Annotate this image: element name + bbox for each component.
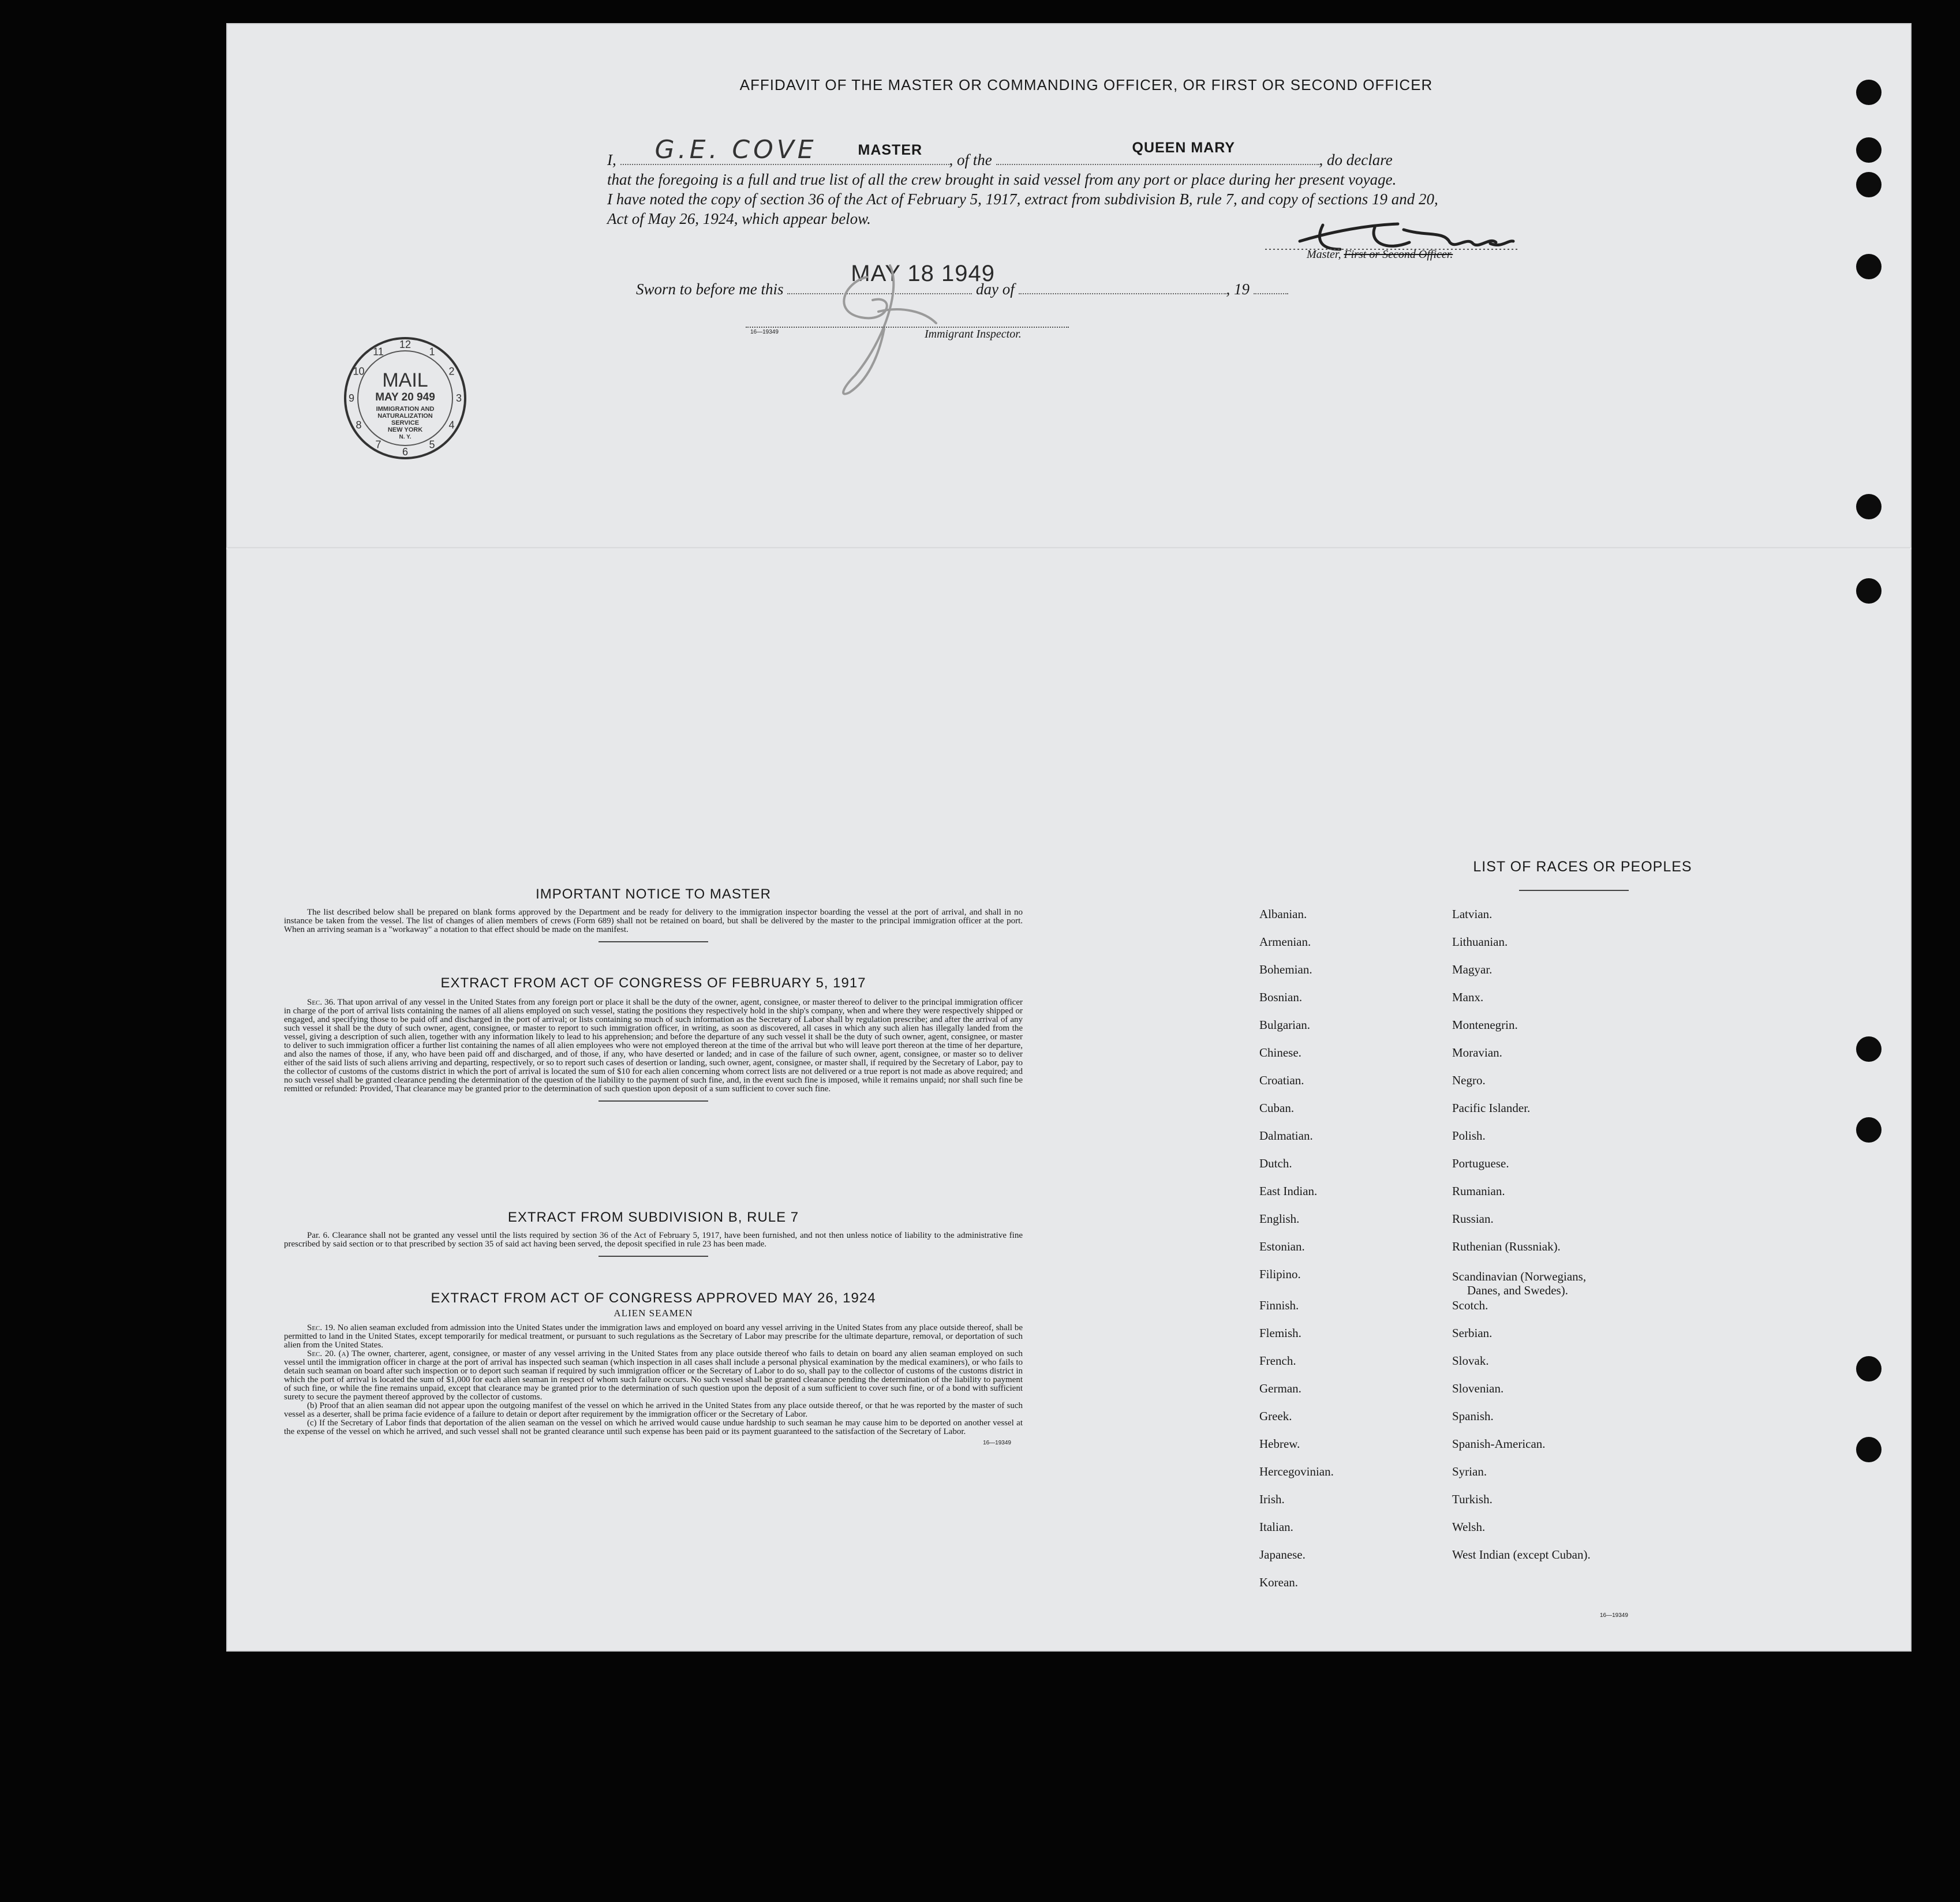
clock-digit: 4 [448, 419, 455, 431]
race-item: Spanish-American. [1452, 1437, 1546, 1451]
race-item: Portuguese. [1452, 1156, 1509, 1170]
race-item: Pacific Islander. [1452, 1101, 1531, 1115]
clock-digit: 6 [402, 446, 409, 458]
race-item: Montenegrin. [1452, 1018, 1518, 1032]
signature-caption [1307, 248, 1453, 261]
clock-digit: 1 [429, 346, 435, 358]
extract-1917 [284, 975, 1023, 1109]
clock-digit: 11 [373, 346, 384, 358]
race-item: Ruthenian (Russniak). [1452, 1240, 1561, 1253]
race-item: Greek. [1259, 1409, 1292, 1423]
mail-stamp-word: MAIL [382, 369, 428, 391]
race-item: Bohemian. [1259, 963, 1312, 976]
signer-field [620, 135, 949, 165]
mail-stamp-line-3: SERVICE [391, 420, 420, 426]
race-item: Lithuanian. [1452, 935, 1508, 949]
important-notice [284, 886, 1023, 949]
race-item: Slovak. [1452, 1354, 1489, 1368]
race-item: Magyar. [1452, 963, 1493, 976]
race-item: Irish. [1259, 1492, 1285, 1506]
mail-stamp-date: MAY 20 949 [375, 391, 435, 403]
binder-hole [1856, 172, 1882, 197]
document-page [226, 23, 1912, 1652]
extract-1917-sec: Sec. 36. [307, 998, 335, 1007]
race-item: Welsh. [1452, 1520, 1486, 1534]
clock-digit: 3 [455, 392, 462, 404]
race-item: Estonian. [1259, 1240, 1305, 1253]
race-item: Cuban. [1259, 1101, 1295, 1115]
mail-stamp-line-4: NEW YORK [387, 426, 423, 433]
signer-rank: MASTER [858, 142, 923, 158]
affidavit-do-declare: , do declare [1319, 151, 1393, 169]
binder-hole [1856, 494, 1882, 519]
sec-20-body: The owner, charterer, agent, consignee, or master of any vessel arriving in the United States from any place outside thereof who fails to detain on board any alien seaman employed on such vessel until the immigration officer in charge at the port of arrival has inspected such seaman (which inspection in all cases shall include a personal physical examination by the medical examiners), or who fails to detain such seaman on board after such inspection or to deport such seaman if required by such immigration officer or the Secretary of Labor to do so, shall pay to the collector of customs of the customs district in which the port of arrival is located the sum of $1,000 for each alien seaman in respect of whom such failure occurs. No such vessel shall be granted clearance pending the determination of the liability to payment of such fine, or while the fine remains unpaid, except that clearance may be granted prior to the determination of such question upon the deposit of a sum sufficient to cover such fine, or of a bond with sufficient surety to secure the payment thereof approved by the collector of customs. [284, 1349, 1023, 1402]
race-item: Filipino. [1259, 1267, 1301, 1281]
race-item: Italian. [1259, 1520, 1293, 1534]
inspector-caption: Immigrant Inspector. [925, 328, 1022, 340]
affidavit-title: AFFIDAVIT OF THE MASTER OR COMMANDING OFFICER, OR FIRST OR SECOND OFFICER [739, 76, 1433, 93]
master-signature [1254, 208, 1531, 277]
sec-19-text [284, 1324, 1023, 1350]
race-item: Russian. [1452, 1212, 1494, 1226]
binder-holes [1856, 0, 1891, 1902]
affidavit-i-prefix: I, [607, 151, 616, 169]
extract-rule-7-text: Par. 6. Clearance shall not be granted any vessel until the lists required by section 36 of the Act of February 5, 1917, have been furnished, and not then unless notice of liability to the administrative fine prescribed by said section or to that prescribed by section 35 of said act having been served, the deposit specified in rule 23 has been made. [284, 1231, 1023, 1249]
races-divider [1519, 890, 1629, 891]
section-divider [599, 1100, 708, 1102]
race-item: Polish. [1452, 1129, 1486, 1143]
binder-hole [1856, 80, 1882, 105]
race-item: Scandinavian (Norwegians, [1452, 1270, 1587, 1283]
sec-20-label: Sec. 20. (a) [307, 1349, 349, 1358]
clock-digit: 9 [348, 392, 355, 404]
extract-1917-body: That upon arrival of any vessel in the United States from any foreign port or place it shall be the duty of the owner, agent, consignee, or master thereof to deliver to the principal immigration officer in charge of the port of arrival lists containing the names of all aliens employed on such vessel, stating the positions they respectively hold in the ship's company, when and where they were respectively shipped or engaged, and specifying those to be paid off and discharged in the port of arrival; or lists containing so much of such information as the Secretary of Labor shall by regulation prescribe; and after the arrival of any such vessel it shall be the duty of such owner, agent, consignee, or master to report to such immigration officer, in writing, as soon as discovered, all cases in which any such alien has illegally landed from the vessel, giving a description of such alien, together with any information likely to lead to his apprehension; and before the departure of any such vessel it shall be the duty of such owner, agent, consignee, or master to deliver to such immigration officer a further list containing the names of all alien employees who were not employed thereon at the time of the arrival but who will leave port thereon at the time of her departure, and also the names of those, if any, who have been paid off and discharged, and of those, if any, who have deserted or landed; and in case of the failure of such owner, agent, consignee, or master so to deliver either of the said lists of such aliens arriving and departing, respectively, or so to report such cases of desertion or landing, such owner, agent, consignee, or master shall, if required by the Secretary of Labor, pay to the collector of customs of the customs district in which the port of arrival is located the sum of $10 for each alien concerning whom correct lists are not delivered or a true report is not made as above required; and no such vessel shall be granted clearance pending the determination of the question of the liability to the payment of such fine, and, in the event such fine is imposed, while it remains unpaid; nor shall such fine be remitted or refunded: Provided, That clearance may be granted prior to the determination of such question upon deposit of a sum sufficient to cover such fine. [284, 998, 1023, 1094]
race-item: East Indian. [1259, 1184, 1318, 1198]
alien-seamen-heading: ALIEN SEAMEN [614, 1308, 693, 1319]
mail-stamp-line-2: NATURALIZATION [377, 413, 433, 420]
fold-crease [226, 547, 1912, 549]
signature-caption-struck: First or Second Officer. [1344, 248, 1453, 261]
race-item: Bulgarian. [1259, 1018, 1311, 1032]
race-item: Dalmatian. [1259, 1129, 1313, 1143]
clock-digit: 2 [448, 365, 455, 377]
affidavit-line-3: I have noted the copy of section 36 of the Act of February 5, 1917, extract from subdivision B, rule 7, and copy of sections 19 and 20, [607, 190, 1438, 208]
race-item: Japanese. [1259, 1548, 1306, 1562]
race-item: Hebrew. [1259, 1437, 1300, 1451]
race-item: Manx. [1452, 990, 1484, 1004]
affidavit-line-4: Act of May 26, 1924, which appear below. [607, 210, 871, 227]
mail-stamp-line-5: N. Y. [399, 434, 412, 440]
vessel-field [996, 140, 1319, 165]
race-item: Slovenian. [1452, 1381, 1504, 1395]
sec-20-text [284, 1350, 1023, 1402]
section-divider [599, 1256, 708, 1257]
sworn-prefix: Sworn to before me this [636, 280, 784, 298]
binder-hole [1856, 254, 1882, 279]
race-item: Serbian. [1452, 1326, 1493, 1340]
race-item: Finnish. [1259, 1298, 1299, 1312]
sworn-year-prefix: , 19 [1226, 280, 1250, 298]
mail-received-stamp [342, 335, 469, 462]
race-item: Spanish. [1452, 1409, 1494, 1423]
important-notice-title: IMPORTANT NOTICE TO MASTER [536, 886, 771, 902]
races-title: LIST OF RACES OR PEOPLES [1473, 859, 1692, 875]
sec-19-body: No alien seaman excluded from admission into the United States under the immigration laws and employed on board any vessel arriving in the United States from any place outside thereof, shall be permitted to land in the United States, except temporarily for medical treatment, or pursuant to such regulations as the Secretary of Labor may prescribe for the ultimate departure, removal, or deportation of such alien from the United States. [284, 1323, 1023, 1350]
sworn-day-of: day of [976, 280, 1015, 298]
race-item: Dutch. [1259, 1156, 1292, 1170]
race-item: English. [1259, 1212, 1300, 1226]
extract-rule-7 [284, 1210, 1023, 1264]
sworn-date-stamp: MAY 18 1949 [851, 261, 995, 286]
sec-19-label: Sec. 19. [307, 1323, 335, 1332]
race-item: Flemish. [1259, 1326, 1301, 1340]
affidavit-form-code: 16—19349 [750, 329, 779, 335]
affidavit-of-the: , of the [949, 151, 992, 169]
binder-hole [1856, 1117, 1882, 1143]
binder-hole [1856, 578, 1882, 604]
race-item: Syrian. [1452, 1465, 1487, 1478]
section-divider [599, 941, 708, 942]
clock-digit: 8 [356, 419, 362, 431]
important-notice-text: The list described below shall be prepared on blank forms approved by the Department and be ready for delivery to the immigration inspector boarding the vessel at the port of arrival, and shall in no instance be taken from the vessel. The list of changes of alien members of crews (Form 689) shall not be retained on board, but shall be delivered by the master to the principal immigration officer at the port. When an arriving seaman is a "workaway" a notation to that effect should be made on the manifest. [284, 908, 1023, 934]
extract-1917-title: EXTRACT FROM ACT OF CONGRESS OF FEBRUARY 5, 1917 [440, 975, 866, 991]
affidavit-line-1 [607, 135, 1393, 169]
extract-rule-7-title: EXTRACT FROM SUBDIVISION B, RULE 7 [507, 1210, 799, 1225]
sworn-year-field [1254, 280, 1288, 294]
race-item: Danes, and Swedes). [1467, 1283, 1568, 1297]
race-item: Bosnian. [1259, 990, 1303, 1004]
race-item: Latvian. [1452, 907, 1493, 921]
extract-1917-text [284, 998, 1023, 1094]
clock-digit: 5 [429, 439, 435, 451]
binder-hole [1856, 1437, 1882, 1462]
race-item: Armenian. [1259, 935, 1311, 949]
race-item: Moravian. [1452, 1046, 1502, 1059]
race-item: Korean. [1259, 1575, 1299, 1589]
race-item: Albanian. [1259, 907, 1307, 921]
signature-caption-master: Master, [1307, 248, 1341, 261]
race-item: German. [1259, 1381, 1301, 1395]
vessel-name: QUEEN MARY [1132, 140, 1236, 156]
race-item: Hercegovinian. [1259, 1465, 1334, 1478]
extract-1924 [284, 1290, 1023, 1446]
sec-20b-text: (b) Proof that an alien seaman did not appear upon the outgoing manifest of the vessel on which he arrived in the United States from any place outside thereof, or that he was reported by the master of such vessel as a deserter, shall be prima facie evidence of a failure to detain or deport after requirement by the immigration officer or the Secretary of Labor. [284, 1401, 1023, 1419]
sec-20c-text: (c) If the Secretary of Labor finds that deportation of the alien seaman on the vessel on which he arrived would cause undue hardship to such seaman he may cause him to be deported on another vessel at the expense of the vessel on which he arrived, and such vessel shall not be granted clearance until such expense has been paid or its payment guaranteed to the satisfaction of the Secretary of Labor. [284, 1418, 1023, 1436]
race-item: Scotch. [1452, 1298, 1488, 1312]
signer-name: G.E. COVE [654, 135, 817, 164]
race-item: West Indian (except Cuban). [1452, 1548, 1591, 1562]
affidavit-line-2: that the foregoing is a full and true list of all the crew brought in said vessel from any port or place during her present voyage. [607, 171, 1397, 188]
race-item: French. [1259, 1354, 1296, 1368]
clock-digit: 7 [375, 439, 381, 451]
race-item: Croatian. [1259, 1073, 1304, 1087]
race-item: Turkish. [1452, 1492, 1493, 1506]
race-item: Rumanian. [1452, 1184, 1505, 1198]
notices-form-code: 16—19349 [983, 1440, 1011, 1446]
binder-hole [1856, 1356, 1882, 1381]
clock-digit: 10 [353, 365, 365, 377]
clock-digit: 12 [399, 339, 412, 350]
race-item: Chinese. [1259, 1046, 1301, 1059]
binder-hole [1856, 1036, 1882, 1062]
sworn-month-field [1019, 280, 1226, 294]
binder-hole [1856, 137, 1882, 163]
mail-stamp-line-1: IMMIGRATION AND [376, 406, 435, 413]
races-form-code: 16—19349 [1600, 1612, 1628, 1619]
race-item: Negro. [1452, 1073, 1486, 1087]
extract-1924-title: EXTRACT FROM ACT OF CONGRESS APPROVED MAY 26, 1924 [431, 1290, 876, 1306]
